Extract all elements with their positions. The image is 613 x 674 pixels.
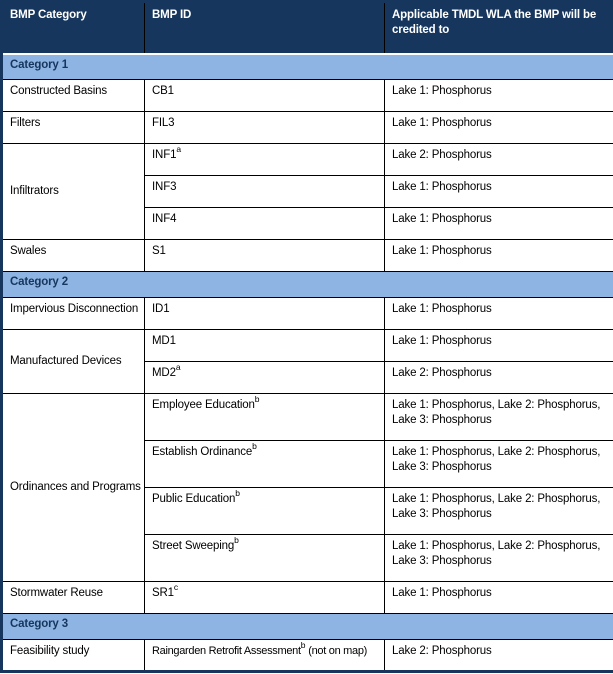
bmp-id-cell: MD2$^a$ (145, 362, 385, 394)
footnote-marker: b (300, 640, 306, 651)
table-row (2, 144, 613, 176)
wla-cell: Lake 2: Phosphorus (385, 362, 613, 394)
column-header-bmp-category: BMP Category (2, 2, 145, 54)
bmp-id-cell: INF1$^a$ (145, 144, 385, 176)
category-section-label: Category 3 (2, 614, 613, 640)
footnote-marker: b (254, 394, 260, 405)
table-row (2, 112, 613, 144)
bmp-category-cell: Constructed Basins (2, 80, 145, 112)
wla-cell: Lake 1: Phosphorus (385, 208, 613, 240)
bmp-id-cell: FIL3 (145, 112, 385, 144)
table-row (2, 582, 613, 614)
column-header-applicable-wla: Applicable TMDL WLA the BMP will be credited to (385, 2, 613, 54)
bmp-id-cell: INF3 (145, 176, 385, 208)
section-header-category-2 (2, 272, 613, 298)
bmp-category-cell: Stormwater Reuse (2, 582, 145, 614)
bmp-id-cell: Establish Ordinance$^b$ (145, 441, 385, 488)
wla-cell: Lake 2: Phosphorus (385, 640, 613, 672)
bmp-id-cell: MD1 (145, 330, 385, 362)
table-row (2, 330, 613, 362)
column-header-bmp-id: BMP ID (145, 2, 385, 54)
bmp-id-cell: S1 (145, 240, 385, 272)
bmp-id-cell: INF4 (145, 208, 385, 240)
section-header-category-3 (2, 614, 613, 640)
wla-cell: Lake 2: Phosphorus (385, 144, 613, 176)
bmp-category-cell: Ordinances and Programs (2, 394, 145, 582)
wla-cell: Lake 1: Phosphorus, Lake 2: Phosphorus, Lake 3: Phosphorus (385, 394, 613, 441)
bmp-id-cell: SR1$^c$ (145, 582, 385, 614)
table-row (2, 80, 613, 112)
bmp-category-cell: Filters (2, 112, 145, 144)
wla-cell: Lake 1: Phosphorus (385, 80, 613, 112)
table-row (2, 640, 613, 672)
table-row (2, 394, 613, 441)
bmp-id-cell: Employee Education$^b$ (145, 394, 385, 441)
bmp-id-cell: ID1 (145, 298, 385, 330)
wla-cell: Lake 1: Phosphorus (385, 298, 613, 330)
table-row (2, 298, 613, 330)
table-row (2, 240, 613, 272)
bmp-category-cell: Infiltrators (2, 144, 145, 240)
wla-cell: Lake 1: Phosphorus (385, 176, 613, 208)
footnote-marker: b (235, 488, 241, 499)
header-row (2, 2, 613, 54)
footnote-marker: b (252, 441, 257, 452)
footnote-marker: b (234, 535, 239, 546)
bmp-id-note: (not on map) (305, 645, 368, 657)
category-section-label: Category 1 (2, 54, 613, 80)
wla-cell: Lake 1: Phosphorus, Lake 2: Phosphorus, Lake 3: Phosphorus (385, 535, 613, 582)
wla-cell: Lake 1: Phosphorus (385, 112, 613, 144)
footnote-marker: a (175, 362, 181, 373)
bmp-category-cell: Swales (2, 240, 145, 272)
wla-cell: Lake 1: Phosphorus (385, 582, 613, 614)
wla-cell: Lake 1: Phosphorus, Lake 2: Phosphorus, Lake 3: Phosphorus (385, 441, 613, 488)
section-header-category-1 (2, 54, 613, 80)
wla-cell: Lake 1: Phosphorus (385, 330, 613, 362)
bmp-category-cell: Feasibility study (2, 640, 145, 672)
footnote-marker: c (173, 582, 179, 593)
category-section-label: Category 2 (2, 272, 613, 298)
bmp-id-cell: Street Sweeping$^b$ (145, 535, 385, 582)
bmp-category-cell: Manufactured Devices (2, 330, 145, 394)
bmp-id-cell: Public Education$^b$ (145, 488, 385, 535)
bmp-category-cell: Impervious Disconnection (2, 298, 145, 330)
bmp-id-cell: Raingarden Retrofit Assessment$^b$ (not on map) (145, 640, 385, 672)
wla-cell: Lake 1: Phosphorus (385, 240, 613, 272)
wla-cell: Lake 1: Phosphorus, Lake 2: Phosphorus, Lake 3: Phosphorus (385, 488, 613, 535)
footnote-marker: a (176, 144, 182, 155)
bmp-id-cell: CB1 (145, 80, 385, 112)
